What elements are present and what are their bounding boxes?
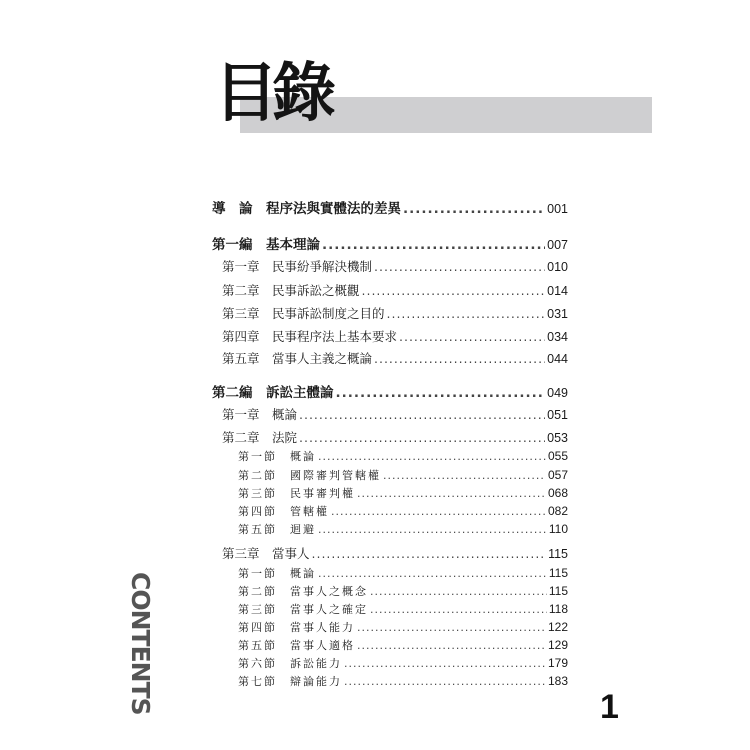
toc-entry-label: 第三章 當事人	[222, 546, 310, 561]
toc-entry-label: 第一節 概論	[238, 450, 316, 463]
toc-entry-label: 第二編 訴訟主體論	[212, 385, 334, 401]
toc-entry-label: 第四節 管轄權	[238, 505, 329, 518]
toc-entry[interactable]	[222, 327, 568, 345]
toc-entry-label: 第三章 民事訴訟制度之目的	[222, 306, 385, 321]
toc-entry-page: 057	[547, 468, 568, 482]
toc-entry-label: 第四節 當事人能力	[238, 621, 355, 634]
toc-leader-dots	[362, 283, 546, 298]
toc-entry[interactable]	[238, 448, 568, 464]
toc-entry-page: 110	[548, 522, 568, 536]
toc-entry-page: 007	[547, 238, 568, 252]
toc-entry[interactable]	[222, 405, 568, 423]
toc-leader-dots	[374, 351, 545, 366]
toc-entry-page: 014	[547, 284, 568, 298]
toc-entry-page: 068	[547, 486, 568, 500]
toc-entry-label: 第三節 民事審判權	[238, 487, 355, 500]
toc-leader-dots	[299, 407, 545, 422]
toc-leader-dots	[344, 657, 546, 670]
toc-entry-page: 183	[547, 674, 568, 688]
toc-entry[interactable]	[238, 503, 568, 519]
toc-entry-page: 179	[547, 656, 568, 670]
toc-leader-dots	[344, 675, 546, 688]
toc-leader-dots	[322, 237, 545, 253]
contents-side-label: CONTENTS	[126, 572, 155, 715]
toc-entry-page: 044	[547, 352, 568, 366]
toc-entry[interactable]	[238, 619, 568, 635]
toc-entry-label: 導 論 程序法與實體法的差異	[212, 201, 401, 217]
toc-entry[interactable]	[222, 544, 568, 562]
toc-entry[interactable]	[222, 349, 568, 367]
toc-entry[interactable]	[222, 281, 568, 299]
toc-entry-label: 第三節 當事人之確定	[238, 603, 368, 616]
toc-leader-dots	[336, 385, 546, 401]
toc-entry-label: 第二章 法院	[222, 430, 298, 445]
toc-leader-dots	[383, 469, 546, 482]
toc-entry[interactable]	[238, 655, 568, 671]
toc-entry[interactable]	[238, 485, 568, 501]
toc-entry[interactable]	[212, 197, 568, 217]
toc-entry-label: 第一章 概論	[222, 407, 298, 422]
toc-entry[interactable]	[212, 233, 568, 253]
toc-entry-label: 第二節 國際審判管轄權	[238, 469, 381, 482]
toc-entry-page: 051	[547, 408, 568, 422]
toc-entry-page: 115	[548, 584, 568, 598]
toc-leader-dots	[370, 585, 547, 598]
toc-entry-label: 第一編 基本理論	[212, 237, 320, 253]
toc-leader-dots	[331, 505, 546, 518]
toc-entry-label: 第五章 當事人主義之概論	[222, 351, 373, 366]
toc-entry-page: 055	[547, 449, 568, 463]
toc-entry[interactable]	[238, 673, 568, 689]
toc-entry[interactable]	[238, 583, 568, 599]
toc-entry-label: 第一節 概論	[238, 567, 316, 580]
toc-leader-dots	[318, 567, 547, 580]
toc-entry[interactable]	[212, 381, 568, 401]
page-title: 目錄	[214, 56, 330, 131]
toc-entry-label: 第四章 民事程序法上基本要求	[222, 329, 398, 344]
toc-entry[interactable]	[238, 637, 568, 653]
toc-leader-dots	[312, 546, 547, 561]
toc-entry[interactable]	[238, 601, 568, 617]
toc-entry-page: 049	[547, 386, 568, 400]
toc-entry-page: 122	[547, 620, 568, 634]
toc-entry-label: 第六節 訴訟能力	[238, 657, 342, 670]
toc-leader-dots	[318, 450, 546, 463]
toc-entry-label: 第五節 當事人適格	[238, 639, 355, 652]
toc-entry-page: 118	[548, 602, 568, 616]
toc-entry[interactable]	[222, 304, 568, 322]
toc-leader-dots	[357, 639, 546, 652]
toc-entry[interactable]	[238, 565, 568, 581]
toc-entry-label: 第七節 辯論能力	[238, 675, 342, 688]
toc-entry-page: 115	[548, 566, 568, 580]
toc-entry-label: 第五節 迴避	[238, 523, 316, 536]
toc-entry-label: 第二章 民事訴訟之概觀	[222, 283, 360, 298]
page-number: 1	[600, 688, 619, 726]
toc-leader-dots	[399, 329, 545, 344]
toc-entry-page: 001	[547, 202, 568, 216]
toc-leader-dots	[299, 430, 545, 445]
toc-entry[interactable]	[238, 467, 568, 483]
toc-entry-page: 034	[547, 330, 568, 344]
toc-leader-dots	[403, 201, 545, 217]
toc-entry-page: 031	[547, 307, 568, 321]
toc-leader-dots	[357, 487, 546, 500]
toc-entry-page: 115	[548, 547, 568, 561]
toc-entry-label: 第二節 當事人之概念	[238, 585, 368, 598]
toc-leader-dots	[357, 621, 546, 634]
toc-entry-page: 129	[547, 638, 568, 652]
toc-entry-page: 082	[547, 504, 568, 518]
toc-entry-page: 053	[547, 431, 568, 445]
toc-entry[interactable]	[222, 257, 568, 275]
toc-leader-dots	[374, 259, 545, 274]
toc-entry[interactable]	[238, 521, 568, 537]
toc-entry-label: 第一章 民事紛爭解決機制	[222, 259, 373, 274]
toc-entry[interactable]	[222, 428, 568, 446]
toc-leader-dots	[370, 603, 547, 616]
toc-entry-page: 010	[547, 260, 568, 274]
toc-leader-dots	[387, 306, 546, 321]
toc-leader-dots	[318, 523, 547, 536]
